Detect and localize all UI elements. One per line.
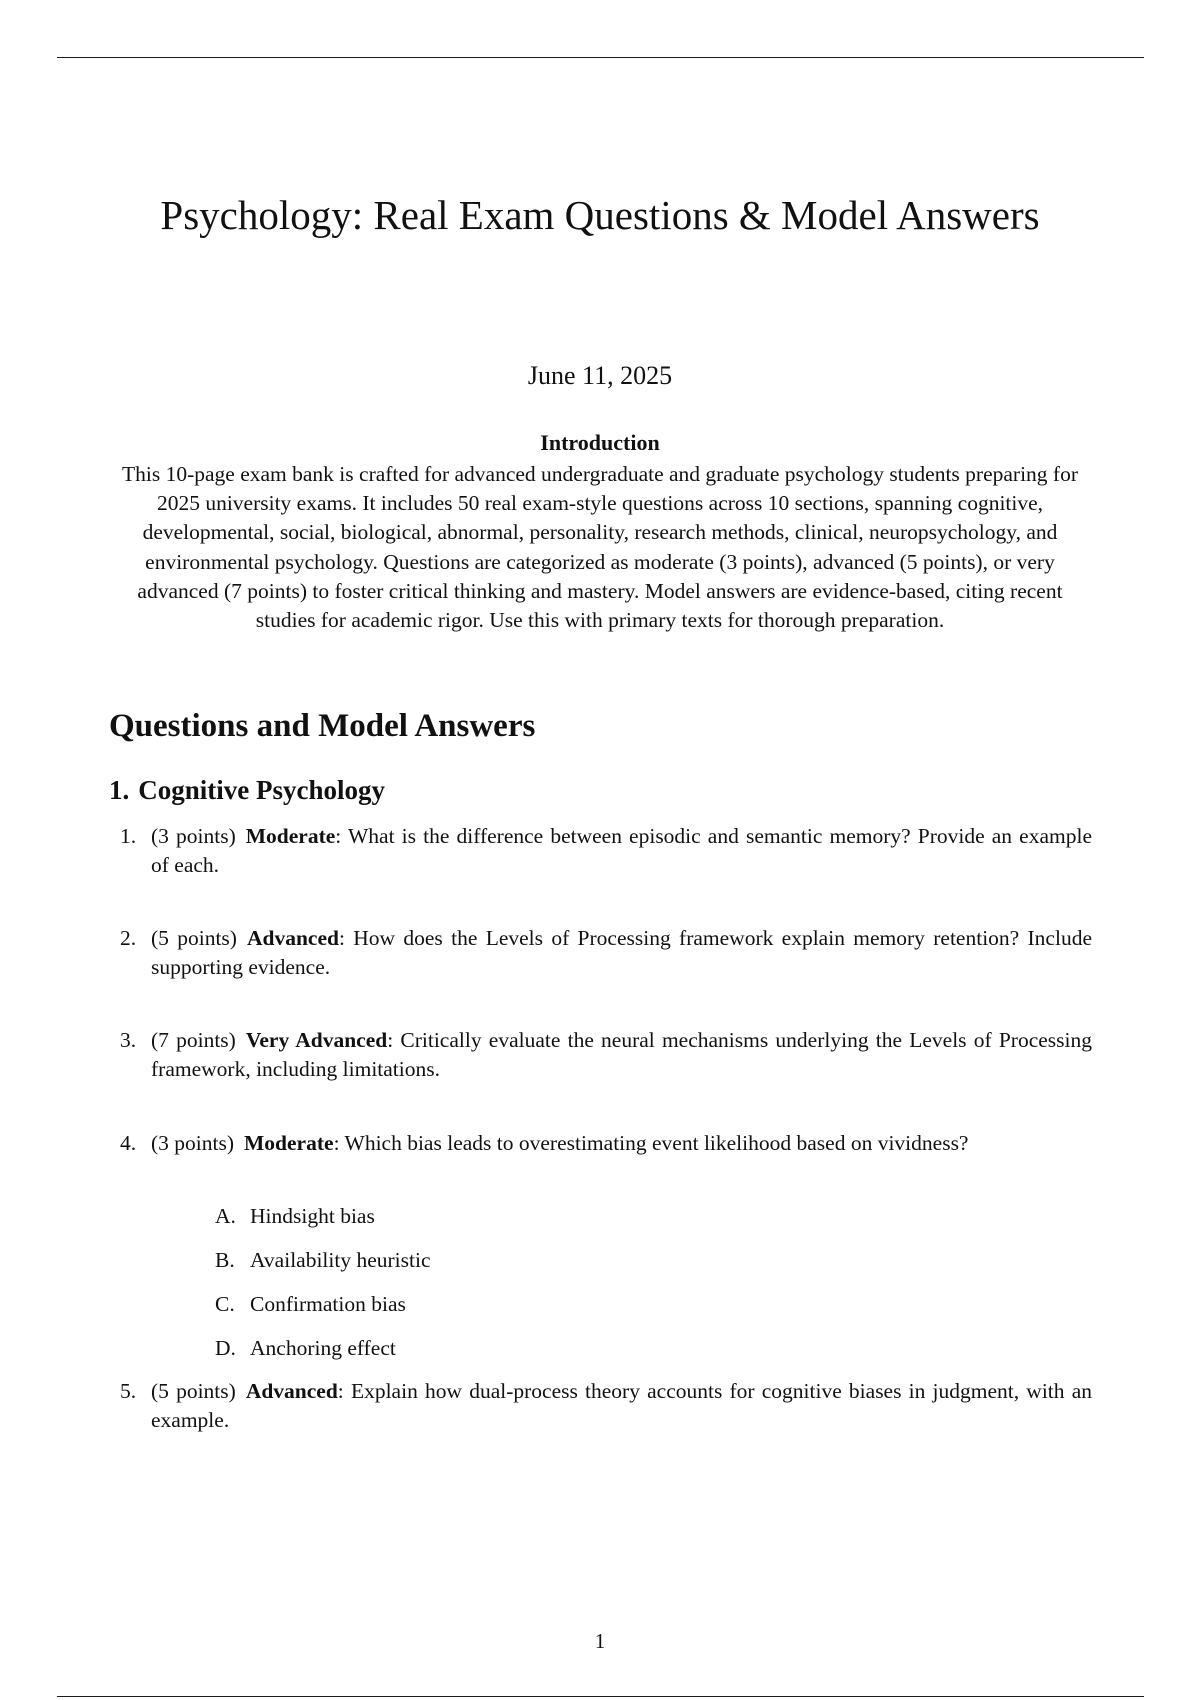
- question-3: [109, 1026, 1092, 1084]
- question-4: [109, 1129, 1092, 1158]
- option-letter: D.: [215, 1336, 236, 1360]
- question-text: [151, 1026, 1092, 1084]
- question-body: : How does the Levels of Processing framework explain memory retention? Include supporting evidence.: [151, 926, 1092, 979]
- question-body: : What is the difference between episodic and semantic memory? Provide an example of each.: [151, 824, 1092, 877]
- question-level: Moderate: [245, 824, 336, 848]
- option-letter: C.: [215, 1292, 235, 1316]
- question-number: 1.: [120, 824, 137, 848]
- document-title: Psychology: Real Exam Questions & Model Answers: [160, 192, 1040, 238]
- question-points: (3 points): [151, 1131, 235, 1155]
- bottom-rule: [57, 1696, 1144, 1697]
- option-letter: B.: [215, 1248, 235, 1272]
- option-c: [215, 1290, 431, 1334]
- question-text: [151, 822, 1092, 880]
- option-letter: A.: [215, 1204, 236, 1228]
- question-number: 5.: [120, 1379, 137, 1403]
- question-text: [151, 1129, 1092, 1158]
- question-level: Very Advanced: [245, 1028, 388, 1052]
- question-points: (7 points): [151, 1028, 236, 1052]
- question-points: (5 points): [151, 1379, 236, 1403]
- option-text: Availability heuristic: [250, 1248, 431, 1272]
- question-body: : Critically evaluate the neural mechanisms underlying the Levels of Processing framework, including limitations.: [151, 1028, 1092, 1081]
- option-text: Confirmation bias: [250, 1292, 406, 1316]
- option-a: [215, 1202, 431, 1246]
- question-1: [109, 822, 1092, 880]
- question-number: 4.: [120, 1131, 137, 1155]
- question-text: [151, 1377, 1092, 1435]
- top-rule: [57, 57, 1144, 58]
- question-4-options: [215, 1202, 431, 1378]
- page-number: 1: [594, 1629, 606, 1653]
- option-d: [215, 1334, 431, 1378]
- option-b: [215, 1246, 431, 1290]
- question-2: [109, 924, 1092, 982]
- question-level: Advanced: [245, 1379, 338, 1403]
- question-number: 3.: [120, 1028, 137, 1052]
- option-text: Anchoring effect: [250, 1336, 396, 1360]
- intro-heading: Introduction: [540, 430, 660, 455]
- subsection-title: Cognitive Psychology: [138, 775, 385, 805]
- section-heading: Questions and Model Answers: [109, 708, 536, 744]
- option-text: Hindsight bias: [250, 1204, 375, 1228]
- subsection-heading: [109, 773, 385, 807]
- question-body: : Explain how dual-process theory accounts for cognitive biases in judgment, with an example.: [151, 1379, 1092, 1432]
- question-5: [109, 1377, 1092, 1435]
- question-points: (3 points): [151, 824, 236, 848]
- question-level: Moderate: [244, 1131, 334, 1155]
- subsection-number: 1.: [109, 775, 130, 805]
- document-date: June 11, 2025: [527, 361, 673, 390]
- intro-paragraph: This 10-page exam bank is crafted for advanced undergraduate and graduate psychology students preparing for 2025 university exams. It includes 50 real exam-style questions across 10 sections, spanning cognitive, developmental, social, biological, abnormal, personality, research methods, clinical, neuropsychology, and environmental psychology. Questions are categorized as moderate (3 points), advanced (5 points), or very advanced (7 points) to foster critical thinking and mastery. Model answers are evidence-based, citing recent studies for academic rigor. Use this with primary texts for thorough preparation.: [121, 462, 1078, 633]
- question-level: Advanced: [246, 926, 339, 950]
- question-body: : Which bias leads to overestimating event likelihood based on vividness?: [333, 1131, 969, 1155]
- question-text: [151, 924, 1092, 982]
- question-number: 2.: [120, 926, 137, 950]
- question-points: (5 points): [151, 926, 237, 950]
